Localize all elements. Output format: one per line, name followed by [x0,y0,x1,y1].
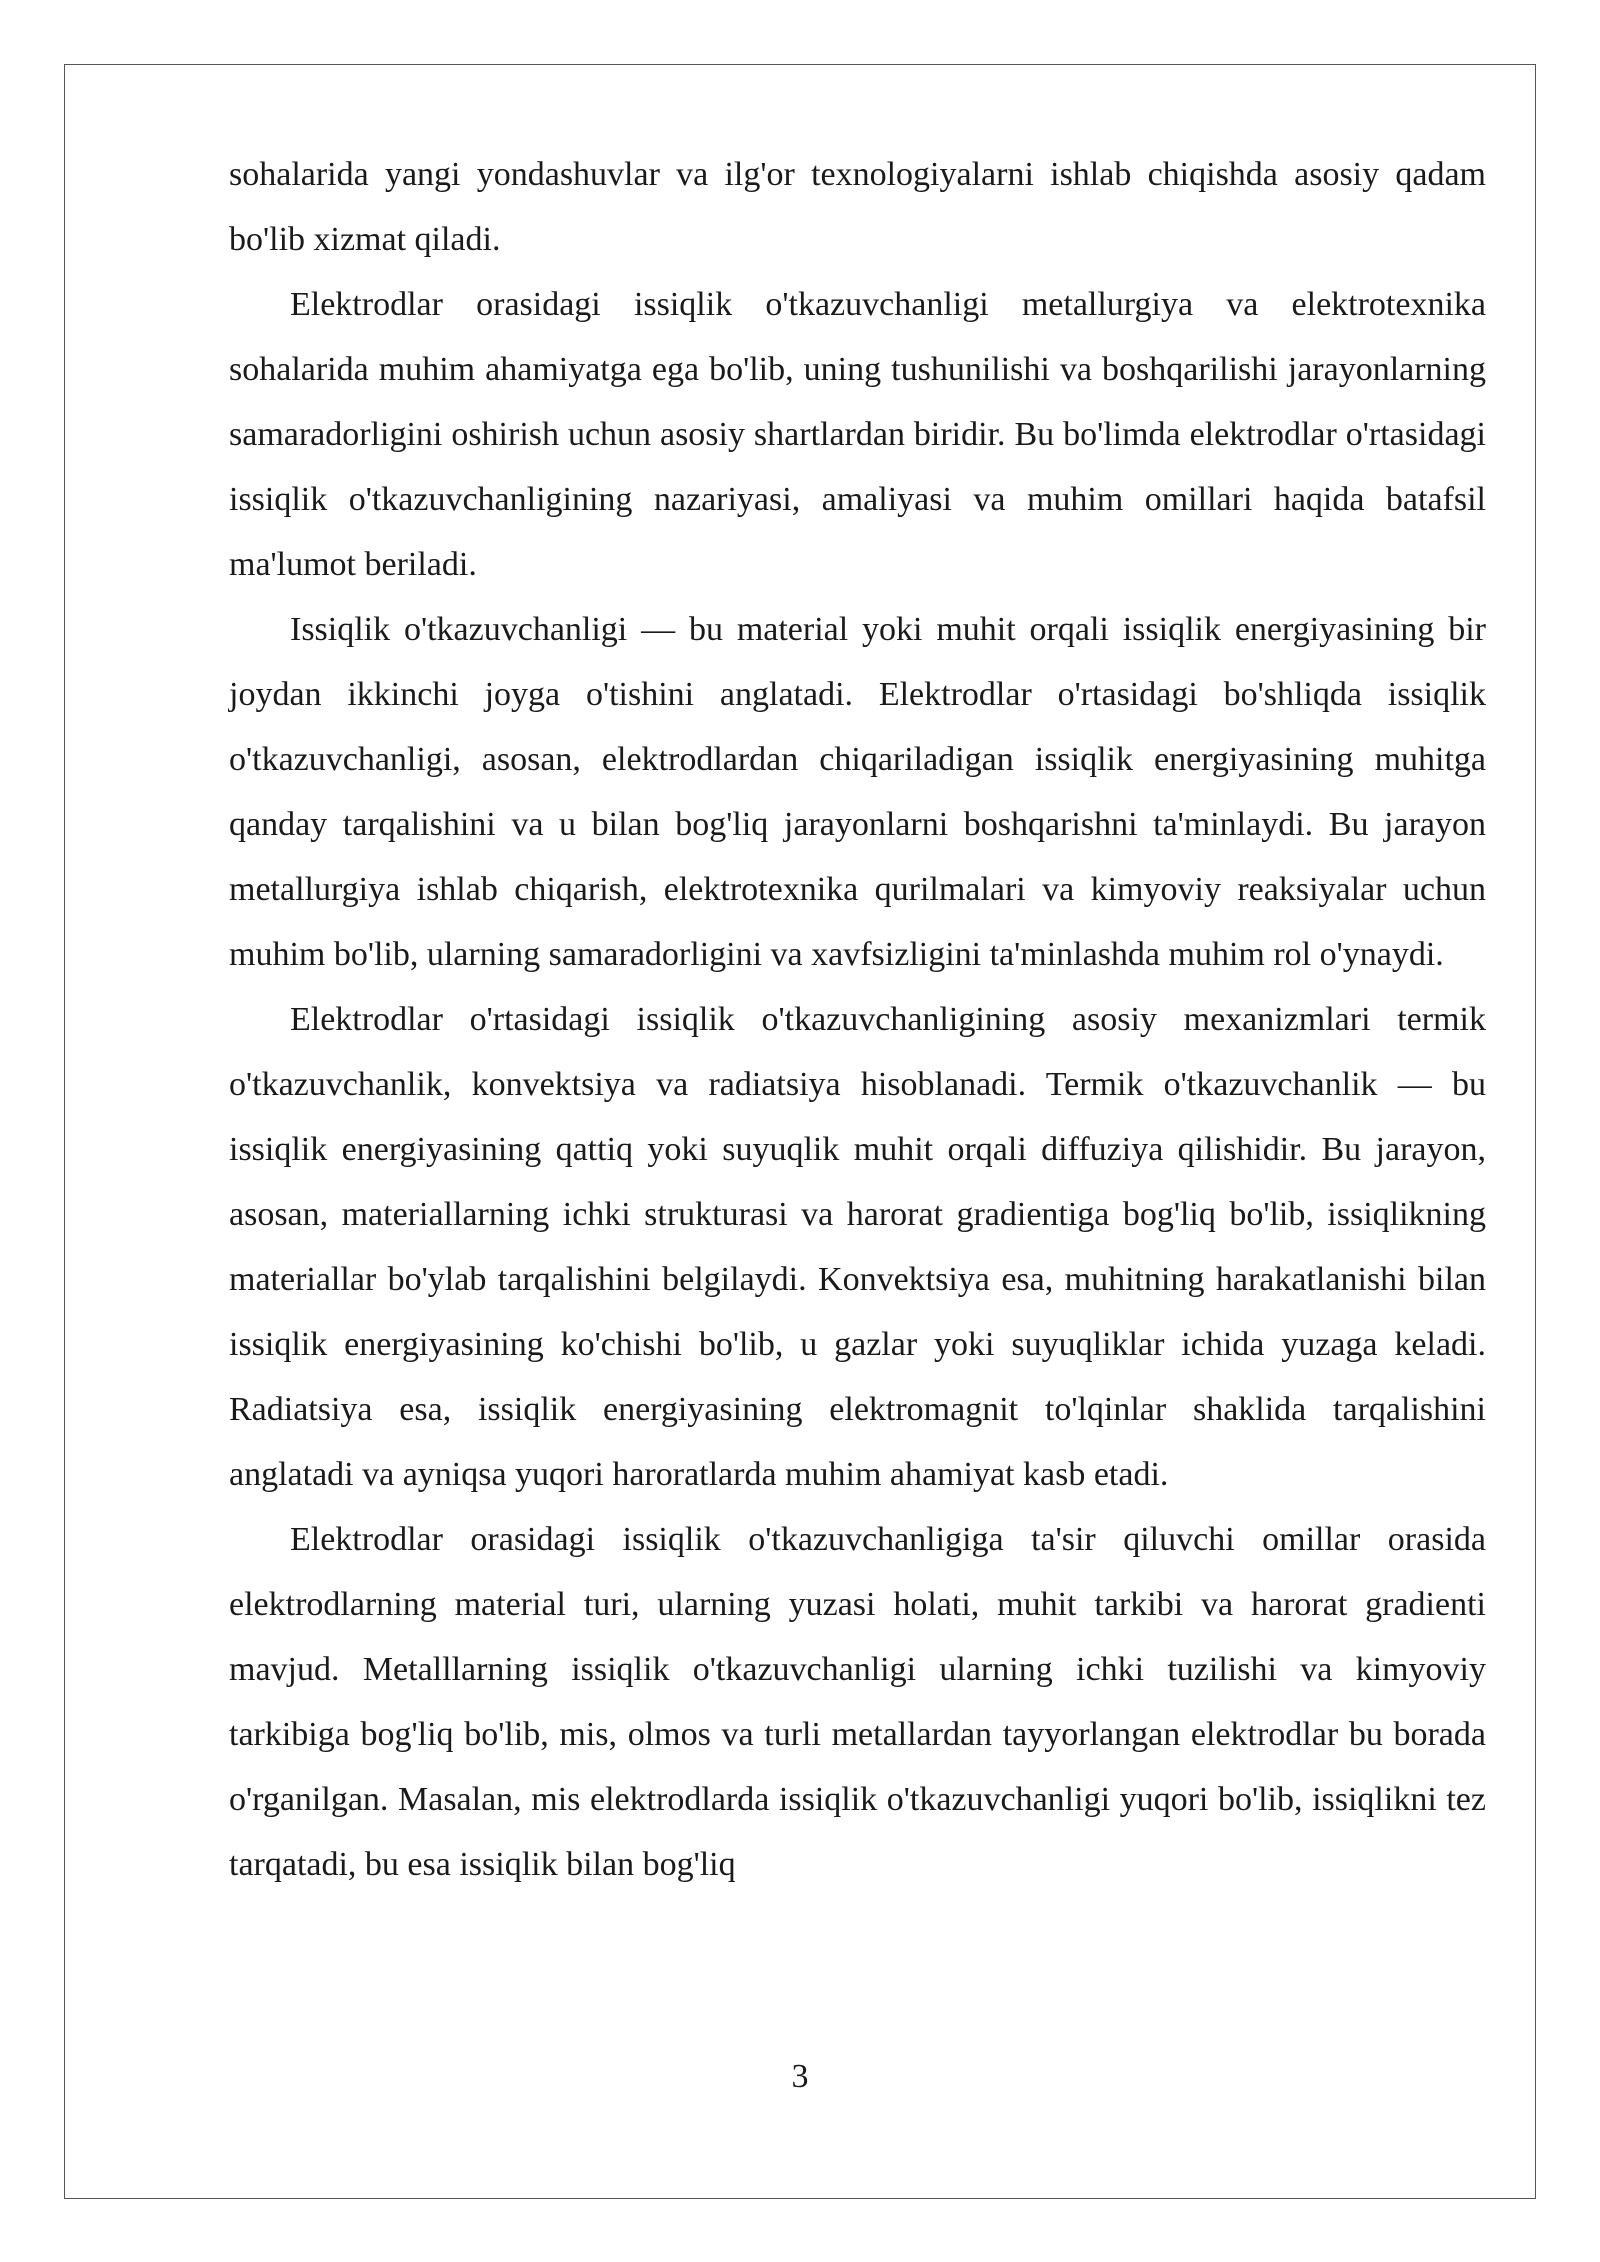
paragraph: Elektrodlar o'rtasidagi issiqlik o'tkazuvchanligining asosiy mexanizmlari termik o'tkazuvchanlik, konvektsiya va radiatsiya hisoblanadi. Termik o'tkazuvchanlik — bu issiqlik energiyasining qattiq yoki suyuqlik muhit orqali diffuziya qilishidir. Bu jarayon, asosan, materiallarning ichki strukturasi va harorat gradientiga bog'liq bo'lib, issiqlikning materiallar bo'ylab tarqalishini belgilaydi. Konvektsiya esa, muhitning harakatlanishi bilan issiqlik energiyasining ko'chishi bo'lib, u gazlar yoki suyuqliklar ichida yuzaga keladi. Radiatsiya esa, issiqlik energiyasining elektromagnit to'lqinlar shaklida tarqalishini anglatadi va ayniqsa yuqori haroratlarda muhim ahamiyat kasb etadi. [229,1001,1486,1493]
page-number: 3 [791,2058,809,2095]
paragraph: Elektrodlar orasidagi issiqlik o'tkazuvchanligi metallurgiya va elektrotexnika sohalarida muhim ahamiyatga ega bo'lib, uning tushunilishi va boshqarilishi jarayonlarning samaradorligini oshirish uchun asosiy shartlardan biridir. Bu bo'limda elektrodlar o'rtasidagi issiqlik o'tkazuvchanligining nazariyasi, amaliyasi va muhim omillari haqida batafsil ma'lumot beriladi. [229,286,1486,583]
paragraph: Issiqlik o'tkazuvchanligi — bu material yoki muhit orqali issiqlik energiyasining bir joydan ikkinchi joyga o'tishini anglatadi. Elektrodlar o'rtasidagi bo'shliqda issiqlik o'tkazuvchanligi, asosan, elektrodlardan chiqariladigan issiqlik energiyasining muhitga qanday tarqalishini va u bilan bog'liq jarayonlarni boshqarishni ta'minlaydi. Bu jarayon metallurgiya ishlab chiqarish, elektrotexnika qurilmalari va kimyoviy reaksiyalar uchun muhim bo'lib, ularning samaradorligini va xavfsizligini ta'minlashda muhim rol o'ynaydi. [229,611,1486,973]
paragraph: Elektrodlar orasidagi issiqlik o'tkazuvchanligiga ta'sir qiluvchi omillar orasida elektrodlarning material turi, ularning yuzasi holati, muhit tarkibi va harorat gradienti mavjud. Metalllarning issiqlik o'tkazuvchanligi ularning ichki tuzilishi va kimyoviy tarkibiga bog'liq bo'lib, mis, olmos va turli metallardan tayyorlangan elektrodlar bu borada o'rganilgan. Masalan, mis elektrodlarda issiqlik o'tkazuvchanligi yuqori bo'lib, issiqlikni tez tarqatadi, bu esa issiqlik bilan bog'liq [229,1521,1486,1883]
paragraph-continuation: sohalarida yangi yondashuvlar va ilg'or texnologiyalarni ishlab chiqishda asosiy qadam bo'lib xizmat qiladi. [229,156,1486,258]
document-body [229,142,1486,1897]
